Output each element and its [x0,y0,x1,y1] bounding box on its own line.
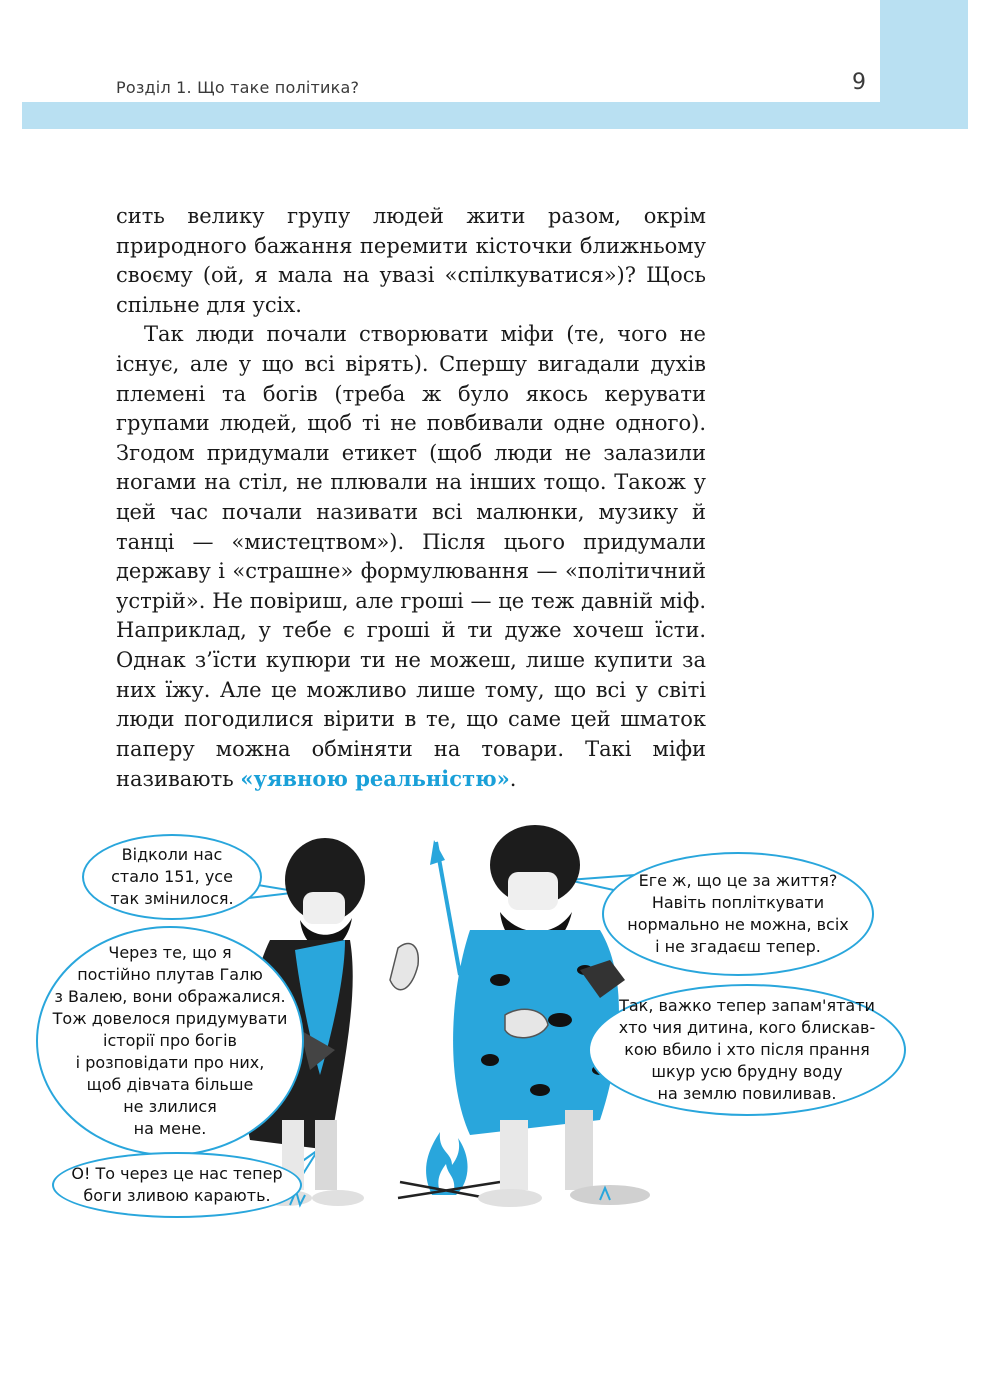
speech-bubble-4 [602,852,874,976]
running-head: Розділ 1. Що таке політика? [116,78,360,97]
bubble-3-line: боги зливою карають. [83,1186,271,1205]
bubble-4-line: Еге ж, що це за життя? [638,871,838,890]
term-highlight: «уявною реальністю» [240,766,510,792]
bubble-4-line: нормально не можна, всіх [627,915,849,934]
bubble-2-line: не злилися [123,1097,217,1116]
bubble-2-line: Через те, що я [108,943,232,962]
bubble-4-line: і не згадаєш тепер. [655,937,821,956]
speech-bubble-3 [52,1152,302,1218]
paragraph-2-end: . [509,767,517,792]
bubble-2-line: щоб дівчата більше [86,1075,254,1094]
paragraph-2 [116,320,706,795]
page-number: 9 [852,70,866,95]
bubble-5-line: на землю повиливав. [657,1084,837,1103]
speech-bubble-2 [36,926,304,1156]
body-text [116,202,706,795]
bubble-1-line: так змінилося. [110,889,234,908]
bubble-2-line: історії про богів [103,1031,237,1050]
bubble-2-line: і розповідати про них, [75,1053,265,1072]
bubble-2-line: Тож довелося придумувати [52,1009,288,1028]
bubble-5-line: шкур усю брудну воду [651,1062,843,1081]
bubble-3-line: О! То через це нас тепер [71,1164,283,1183]
bubble-2-line: на мене. [133,1119,207,1138]
bubble-5-line: хто чия дитина, кого блискав- [618,1018,876,1037]
bubble-1-line: Відколи нас [121,845,223,864]
header-band [22,102,968,129]
bubble-1-line: стало 151, усе [111,867,233,886]
bubble-5-line: кою вбило і хто після прання [624,1040,870,1059]
speech-bubble-1 [82,834,262,920]
paragraph-1: сить велику групу людей жити разом, окрім природного бажання перемити кісточки ближньому своєму (ой, я мала на увазі «спілкуватися»)? Щось спільне для усіх. [116,204,706,317]
speech-bubble-5 [588,984,906,1116]
bubble-2-line: постійно плутав Галю [77,965,263,984]
paragraph-2-main: Так люди почали створювати міфи (те, чого не існує, але у що всі вірять). Спершу вигадали духів племені та богів (треба ж було якось керувати групами людей, щоб ті не повбивали одне одного). Згодом придумали етикет (щоб люди не залазили ногами на стіл, не плювали на інших тощо. Також у цей час почали називати всі малюнки, музику й танці — «мистецтвом»). Після цього придумали державу і «страшне» формулювання — «політичний устрій». Не повіриш, але гроші — це теж давній міф. Наприклад, у тебе є гроші й ти дуже хочеш їсти. Однак з’їсти купюри ти не можеш, лише купити за них їжу. Але це можливо лише тому, що всі у світі люди погодилися вірити в те, що саме цей шматок паперу можна обміняти на товари. Такі міфи називають [116,322,706,792]
fire-icon [398,1132,500,1200]
bubble-5-line: Так, важко тепер запам'ятати [619,996,875,1015]
bubble-4-line: Навіть попліткувати [651,893,825,912]
bubble-2-line: з Валею, вони ображалися. [54,987,286,1006]
